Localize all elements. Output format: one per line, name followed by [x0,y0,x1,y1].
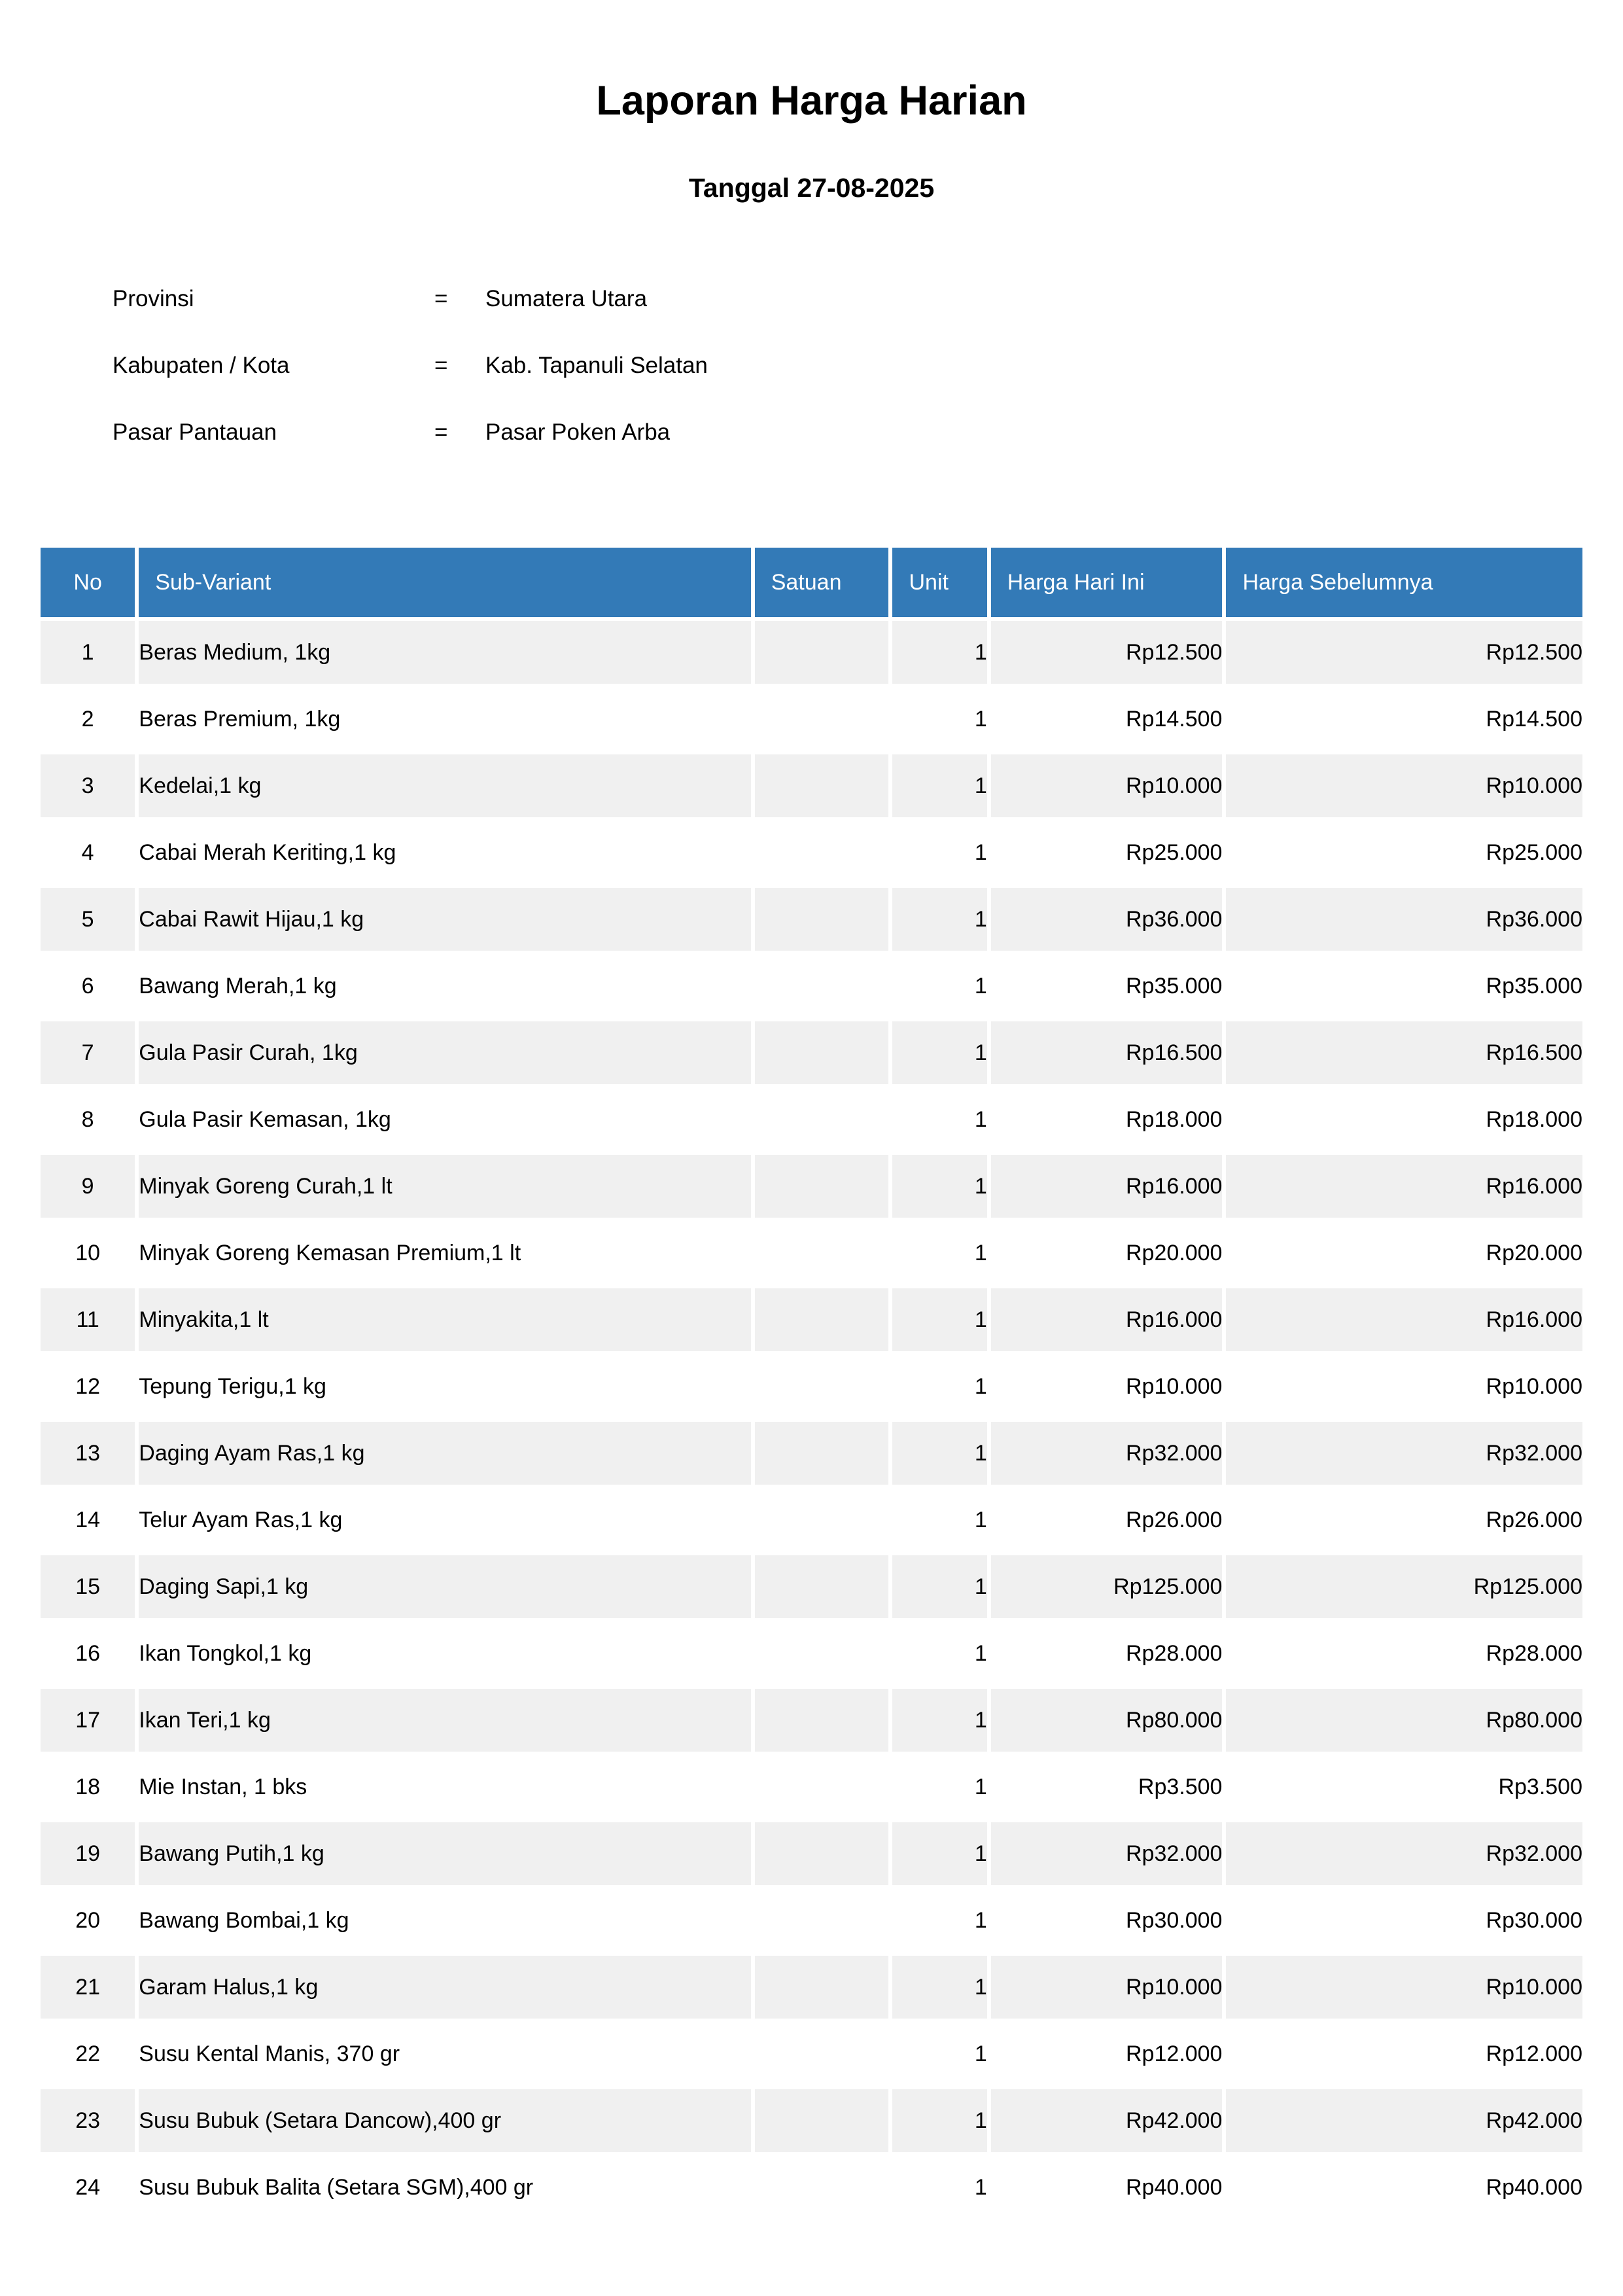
cell-harga-hari-ini: Rp10.000 [991,1355,1223,1418]
cell-harga-sebelumnya: Rp32.000 [1226,1822,1582,1885]
cell-no: 15 [41,1555,135,1618]
cell-satuan [755,1555,889,1618]
cell-unit: 1 [892,821,986,884]
cell-harga-sebelumnya: Rp10.000 [1226,754,1582,817]
cell-harga-hari-ini: Rp80.000 [991,1689,1223,1752]
cell-no: 20 [41,1889,135,1952]
cell-harga-hari-ini: Rp40.000 [991,2156,1223,2219]
cell-no: 5 [41,888,135,951]
cell-sub-variant: Susu Kental Manis, 370 gr [139,2022,750,2085]
cell-sub-variant: Mie Instan, 1 bks [139,1756,750,1818]
cell-sub-variant: Cabai Merah Keriting,1 kg [139,821,750,884]
cell-harga-hari-ini: Rp10.000 [991,754,1223,817]
cell-satuan [755,1355,889,1418]
cell-unit: 1 [892,1756,986,1818]
table-row [41,688,1582,751]
cell-unit: 1 [892,1288,986,1351]
column-header-satuan: Satuan [755,548,889,617]
cell-sub-variant: Daging Sapi,1 kg [139,1555,750,1618]
cell-harga-sebelumnya: Rp12.500 [1226,621,1582,684]
table-row [41,1622,1582,1685]
cell-harga-hari-ini: Rp16.500 [991,1021,1223,1084]
cell-satuan [755,1288,889,1351]
cell-harga-sebelumnya: Rp16.000 [1226,1288,1582,1351]
cell-unit: 1 [892,2022,986,2085]
table-row [41,1956,1582,2019]
table-row [41,1889,1582,1952]
cell-satuan [755,1822,889,1885]
column-header-no: No [41,548,135,617]
cell-unit: 1 [892,1689,986,1752]
table-row [41,888,1582,951]
cell-sub-variant: Cabai Rawit Hijau,1 kg [139,888,750,951]
table-row [41,1555,1582,1618]
column-header-harga-sebelumnya: Harga Sebelumnya [1226,548,1582,617]
meta-value: Sumatera Utara [485,286,648,312]
cell-no: 18 [41,1756,135,1818]
price-table [37,544,1586,2223]
cell-sub-variant: Minyakita,1 lt [139,1288,750,1351]
cell-unit: 1 [892,888,986,951]
meta-label: Pasar Pantauan [113,419,277,446]
cell-satuan [755,888,889,951]
table-row [41,1155,1582,1218]
cell-harga-hari-ini: Rp26.000 [991,1489,1223,1551]
cell-unit: 1 [892,1956,986,2019]
cell-sub-variant: Garam Halus,1 kg [139,1956,750,2019]
meta-separator: = [434,286,448,312]
cell-no: 4 [41,821,135,884]
cell-harga-sebelumnya: Rp28.000 [1226,1622,1582,1685]
cell-harga-sebelumnya: Rp42.000 [1226,2089,1582,2152]
cell-unit: 1 [892,1822,986,1885]
cell-harga-sebelumnya: Rp26.000 [1226,1489,1582,1551]
table-row [41,1489,1582,1551]
cell-harga-hari-ini: Rp28.000 [991,1622,1223,1685]
cell-sub-variant: Bawang Putih,1 kg [139,1822,750,1885]
cell-satuan [755,754,889,817]
cell-harga-hari-ini: Rp12.500 [991,621,1223,684]
table-row [41,1422,1582,1485]
cell-sub-variant: Bawang Bombai,1 kg [139,1889,750,1952]
cell-no: 6 [41,955,135,1017]
cell-unit: 1 [892,621,986,684]
table-row [41,1021,1582,1084]
meta-label: Provinsi [113,286,194,312]
cell-no: 14 [41,1489,135,1551]
cell-unit: 1 [892,1021,986,1084]
cell-harga-hari-ini: Rp10.000 [991,1956,1223,2019]
cell-harga-hari-ini: Rp16.000 [991,1155,1223,1218]
cell-no: 1 [41,621,135,684]
cell-sub-variant: Beras Premium, 1kg [139,688,750,751]
table-row [41,1355,1582,1418]
cell-sub-variant: Daging Ayam Ras,1 kg [139,1422,750,1485]
cell-satuan [755,1155,889,1218]
cell-sub-variant: Gula Pasir Kemasan, 1kg [139,1088,750,1151]
cell-harga-hari-ini: Rp36.000 [991,888,1223,951]
meta-row-provinsi [113,286,1623,312]
cell-satuan [755,821,889,884]
table-row [41,621,1582,684]
cell-sub-variant: Ikan Teri,1 kg [139,1689,750,1752]
meta-separator: = [434,353,448,379]
cell-no: 10 [41,1222,135,1284]
cell-unit: 1 [892,1622,986,1685]
cell-unit: 1 [892,1422,986,1485]
cell-unit: 1 [892,1889,986,1952]
table-header-row [41,548,1582,617]
cell-harga-sebelumnya: Rp10.000 [1226,1956,1582,2019]
cell-no: 7 [41,1021,135,1084]
table-row [41,1088,1582,1151]
cell-sub-variant: Minyak Goreng Curah,1 lt [139,1155,750,1218]
cell-no: 2 [41,688,135,751]
cell-no: 23 [41,2089,135,2152]
cell-satuan [755,955,889,1017]
cell-harga-hari-ini: Rp30.000 [991,1889,1223,1952]
cell-unit: 1 [892,754,986,817]
cell-satuan [755,2022,889,2085]
report-title: Laporan Harga Harian [596,78,1027,124]
report-date: Tanggal 27-08-2025 [688,173,935,203]
table-row [41,2156,1582,2219]
cell-unit: 1 [892,1555,986,1618]
cell-harga-sebelumnya: Rp40.000 [1226,2156,1582,2219]
meta-value: Pasar Poken Arba [485,419,671,446]
cell-sub-variant: Bawang Merah,1 kg [139,955,750,1017]
cell-satuan [755,1889,889,1952]
cell-harga-sebelumnya: Rp3.500 [1226,1756,1582,1818]
meta-label: Kabupaten / Kota [113,353,290,379]
cell-unit: 1 [892,688,986,751]
cell-satuan [755,1088,889,1151]
table-row [41,2022,1582,2085]
cell-satuan [755,1222,889,1284]
table-row [41,1756,1582,1818]
cell-no: 21 [41,1956,135,2019]
cell-harga-sebelumnya: Rp18.000 [1226,1088,1582,1151]
cell-harga-hari-ini: Rp3.500 [991,1756,1223,1818]
column-header-sub-variant: Sub-Variant [139,548,750,617]
cell-harga-hari-ini: Rp14.500 [991,688,1223,751]
cell-satuan [755,2089,889,2152]
cell-no: 17 [41,1689,135,1752]
cell-satuan [755,2156,889,2219]
cell-harga-sebelumnya: Rp36.000 [1226,888,1582,951]
cell-no: 19 [41,1822,135,1885]
cell-harga-hari-ini: Rp35.000 [991,955,1223,1017]
cell-harga-sebelumnya: Rp30.000 [1226,1889,1582,1952]
cell-harga-sebelumnya: Rp125.000 [1226,1555,1582,1618]
report-meta [113,286,1623,446]
column-header-harga-hari-ini: Harga Hari Ini [991,548,1223,617]
cell-harga-hari-ini: Rp12.000 [991,2022,1223,2085]
meta-value: Kab. Tapanuli Selatan [485,353,708,379]
cell-sub-variant: Beras Medium, 1kg [139,621,750,684]
cell-no: 24 [41,2156,135,2219]
cell-no: 9 [41,1155,135,1218]
cell-unit: 1 [892,1155,986,1218]
cell-harga-sebelumnya: Rp16.000 [1226,1155,1582,1218]
meta-separator: = [434,419,448,446]
cell-harga-sebelumnya: Rp25.000 [1226,821,1582,884]
cell-sub-variant: Telur Ayam Ras,1 kg [139,1489,750,1551]
cell-harga-sebelumnya: Rp20.000 [1226,1222,1582,1284]
cell-sub-variant: Minyak Goreng Kemasan Premium,1 lt [139,1222,750,1284]
meta-row-pasar [113,419,1623,446]
table-row [41,821,1582,884]
cell-harga-sebelumnya: Rp10.000 [1226,1355,1582,1418]
cell-unit: 1 [892,1355,986,1418]
table-row [41,955,1582,1017]
cell-harga-sebelumnya: Rp16.500 [1226,1021,1582,1084]
cell-sub-variant: Tepung Terigu,1 kg [139,1355,750,1418]
cell-no: 8 [41,1088,135,1151]
cell-satuan [755,1756,889,1818]
cell-sub-variant: Susu Bubuk Balita (Setara SGM),400 gr [139,2156,750,2219]
cell-harga-sebelumnya: Rp14.500 [1226,688,1582,751]
cell-satuan [755,1622,889,1685]
cell-harga-hari-ini: Rp18.000 [991,1088,1223,1151]
table-row [41,754,1582,817]
table-row [41,1689,1582,1752]
cell-harga-hari-ini: Rp32.000 [991,1422,1223,1485]
cell-unit: 1 [892,1489,986,1551]
cell-harga-hari-ini: Rp42.000 [991,2089,1223,2152]
cell-harga-hari-ini: Rp125.000 [991,1555,1223,1618]
table-row [41,1288,1582,1351]
cell-satuan [755,1956,889,2019]
cell-unit: 1 [892,1088,986,1151]
cell-harga-hari-ini: Rp16.000 [991,1288,1223,1351]
cell-unit: 1 [892,955,986,1017]
cell-harga-sebelumnya: Rp12.000 [1226,2022,1582,2085]
cell-satuan [755,621,889,684]
table-body [41,621,1582,2219]
cell-sub-variant: Susu Bubuk (Setara Dancow),400 gr [139,2089,750,2152]
meta-row-kabupaten [113,353,1623,379]
cell-harga-hari-ini: Rp32.000 [991,1822,1223,1885]
cell-no: 11 [41,1288,135,1351]
cell-satuan [755,1689,889,1752]
table-row [41,1822,1582,1885]
cell-no: 16 [41,1622,135,1685]
cell-harga-sebelumnya: Rp80.000 [1226,1689,1582,1752]
cell-harga-sebelumnya: Rp35.000 [1226,955,1582,1017]
table-row [41,2089,1582,2152]
column-header-unit: Unit [892,548,986,617]
cell-satuan [755,1422,889,1485]
cell-harga-hari-ini: Rp25.000 [991,821,1223,884]
cell-satuan [755,688,889,751]
cell-unit: 1 [892,1222,986,1284]
cell-unit: 1 [892,2089,986,2152]
cell-no: 13 [41,1422,135,1485]
cell-sub-variant: Kedelai,1 kg [139,754,750,817]
cell-sub-variant: Gula Pasir Curah, 1kg [139,1021,750,1084]
cell-unit: 1 [892,2156,986,2219]
cell-harga-sebelumnya: Rp32.000 [1226,1422,1582,1485]
cell-no: 3 [41,754,135,817]
cell-no: 22 [41,2022,135,2085]
cell-satuan [755,1021,889,1084]
cell-no: 12 [41,1355,135,1418]
table-row [41,1222,1582,1284]
cell-satuan [755,1489,889,1551]
cell-sub-variant: Ikan Tongkol,1 kg [139,1622,750,1685]
cell-harga-hari-ini: Rp20.000 [991,1222,1223,1284]
